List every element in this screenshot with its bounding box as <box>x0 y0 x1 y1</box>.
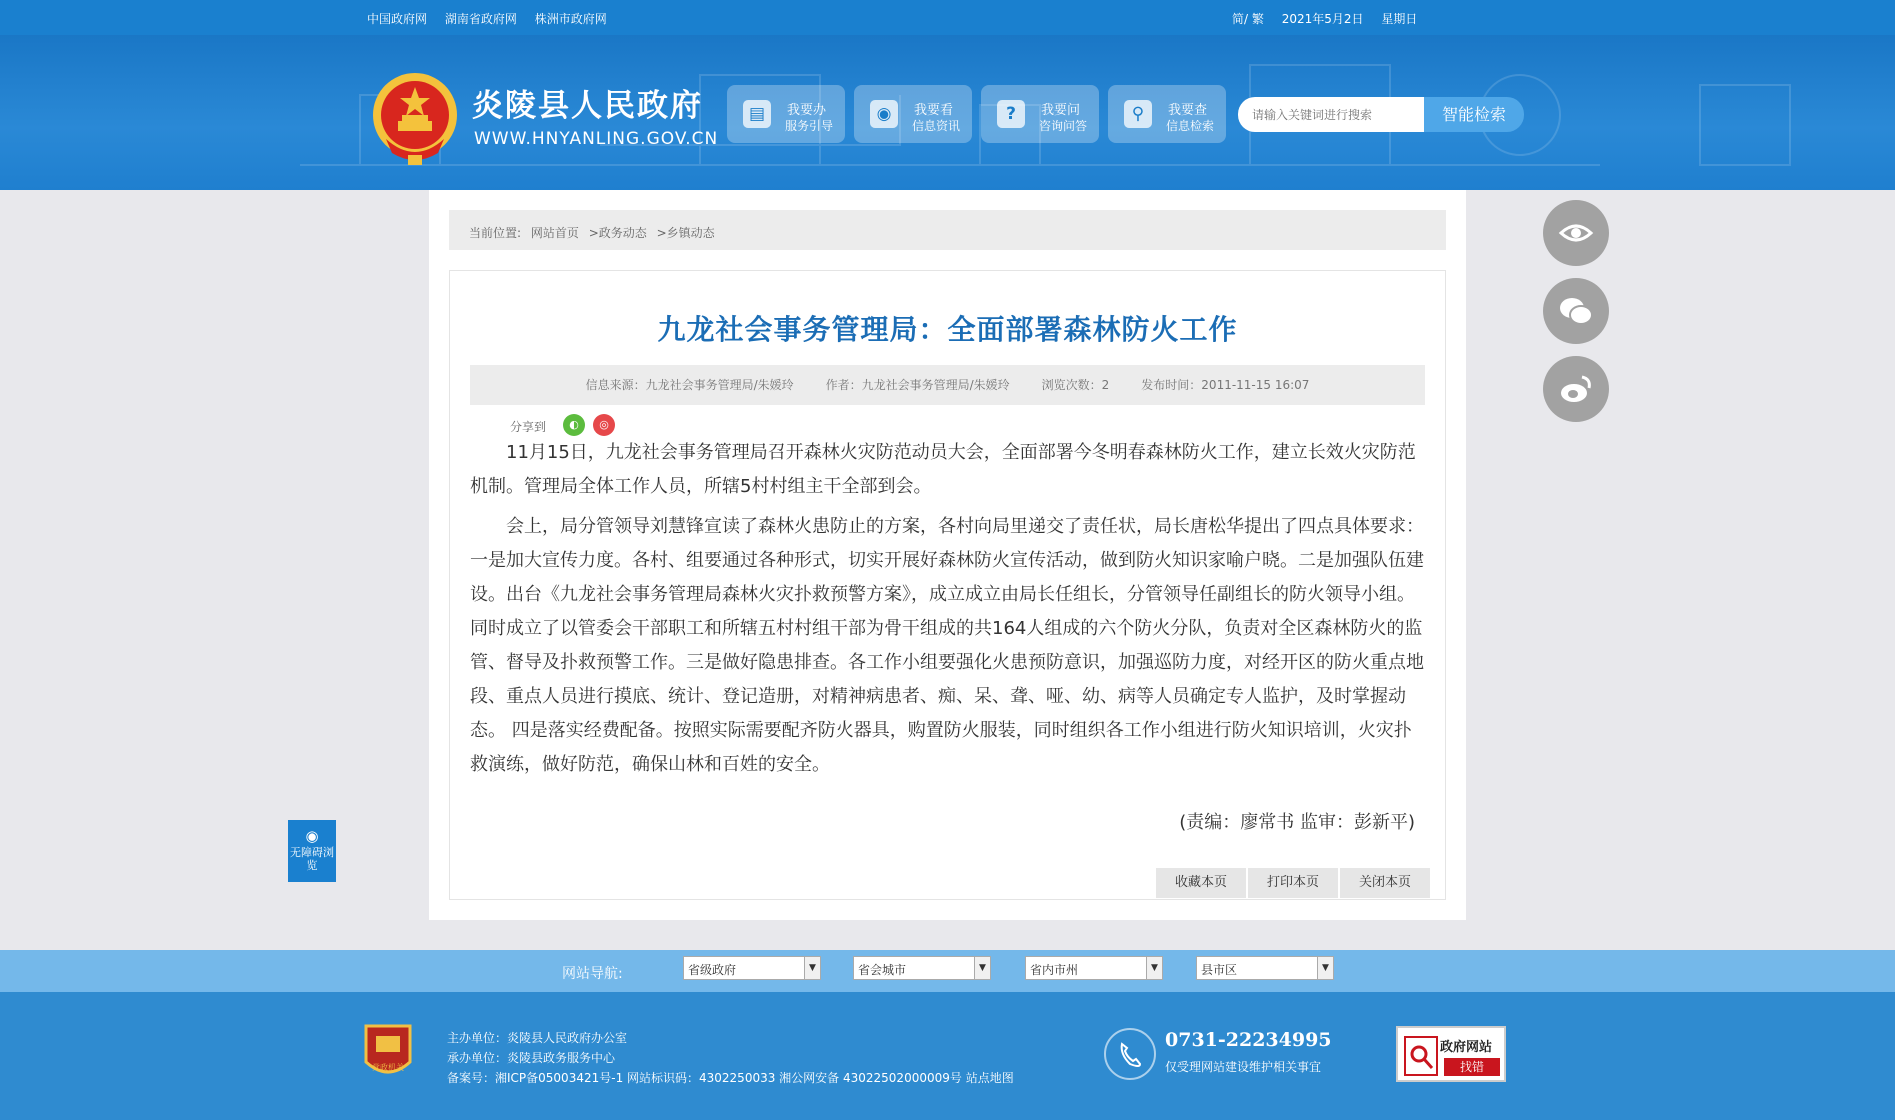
top-link-zhuzhou[interactable]: 株洲市政府网 <box>534 12 607 26</box>
top-links <box>367 10 621 27</box>
search-icon: ⚲ <box>1124 100 1152 128</box>
select-county[interactable] <box>1196 956 1334 980</box>
select-provincial-gov-value: 省级政府 <box>688 963 737 977</box>
breadcrumb-label: 当前位置: <box>469 226 522 240</box>
badge-text: 党政机关 <box>372 1063 404 1072</box>
quick-button-info[interactable] <box>854 85 972 143</box>
select-capital-city-value: 省会城市 <box>858 963 907 977</box>
accessibility-label: 无障碍浏览 <box>290 846 334 872</box>
national-emblem-icon <box>368 69 463 169</box>
error-box-line2: 找错 <box>1444 1058 1500 1076</box>
select-capital-city[interactable] <box>853 956 991 980</box>
meta-source: 信息来源：九龙社会事务管理局/朱媛玲 <box>585 378 794 392</box>
weibo-share-icon[interactable]: ◎ <box>593 414 615 436</box>
quick-button-search[interactable] <box>1108 85 1226 143</box>
site-url: WWW.HNYANLING.GOV.CN <box>474 129 719 149</box>
float-view-button[interactable] <box>1543 200 1609 266</box>
select-county-value: 县市区 <box>1201 963 1238 977</box>
meta-published: 发布时间：2011-11-15 16:07 <box>1141 378 1310 392</box>
float-weibo-button[interactable] <box>1543 356 1609 422</box>
lang-switch[interactable]: 简/ 繁 <box>1232 12 1264 26</box>
weibo-icon <box>1558 371 1594 407</box>
document-icon: ▤ <box>743 100 771 128</box>
chevron-down-icon: ▼ <box>804 957 820 979</box>
meta-views: 浏览次数：2 <box>1041 378 1110 392</box>
question-icon: ? <box>997 100 1025 128</box>
quick-button-search-line2: 信息检索 <box>1166 119 1215 133</box>
quick-button-ask[interactable] <box>981 85 1099 143</box>
current-date: 2021年5月2日 <box>1281 12 1364 26</box>
chevron-down-icon: ▼ <box>1317 957 1333 979</box>
quick-button-ask-line2: 咨询问答 <box>1039 119 1088 133</box>
error-box-line1: 政府网站 <box>1440 1040 1493 1055</box>
article-paragraph-1: 11月15日，九龙社会事务管理局召开森林火灾防范动员大会，全面部署今冬明春森林防火工作，建立长效火灾防范机制。管理局全体工作人员，所辖5村村组主干全部到会。 <box>470 442 1416 497</box>
quick-button-service[interactable] <box>727 85 845 143</box>
eye-icon: ◉ <box>870 100 898 128</box>
share-label: 分享到 <box>510 420 547 434</box>
chevron-down-icon: ▼ <box>974 957 990 979</box>
accessibility-button[interactable] <box>288 820 336 882</box>
breadcrumb-home[interactable]: 网站首页 <box>530 226 579 240</box>
article-title: 九龙社会事务管理局：全面部署森林防火工作 <box>657 313 1238 346</box>
search-button[interactable]: 智能检索 <box>1424 97 1524 132</box>
search-input[interactable] <box>1238 97 1424 132</box>
footer-host: 主办单位：炎陵县人民政府办公室 <box>447 1031 628 1045</box>
phone-icon <box>1104 1028 1156 1080</box>
site-footer <box>0 992 1895 1120</box>
party-gov-badge-icon[interactable] <box>362 1022 414 1082</box>
article-body <box>470 436 1425 788</box>
eye-icon: ◉ <box>305 827 319 845</box>
quick-button-service-line2: 服务引导 <box>785 119 834 133</box>
breadcrumb-town-news[interactable]: >乡镇动态 <box>656 226 715 240</box>
close-page-button[interactable]: 关闭本页 <box>1340 868 1430 898</box>
eye-icon <box>1558 215 1594 251</box>
magnifier-icon <box>1404 1036 1438 1076</box>
footer-phone-note: 仅受理网站建设维护相关事宜 <box>1165 1060 1322 1074</box>
quick-button-service-line1: 我要办 <box>787 103 827 118</box>
top-link-gov[interactable]: 中国政府网 <box>367 12 428 26</box>
site-title: 炎陵县人民政府 <box>472 88 703 124</box>
breadcrumb <box>449 210 1446 250</box>
site-nav-label: 网站导航: <box>562 966 623 982</box>
footer-record: 备案号：湘ICP备05003421号-1 网站标识码：4302250033 湘公网安备 43022502000009号 站点地图 <box>447 1071 1014 1085</box>
top-right <box>1232 10 1431 27</box>
bookmark-button[interactable]: 收藏本页 <box>1156 868 1246 898</box>
quick-button-info-line2: 信息资讯 <box>912 119 961 133</box>
breadcrumb-news[interactable]: >政务动态 <box>588 226 647 240</box>
select-province-city-value: 省内市州 <box>1030 963 1079 977</box>
site-header <box>0 35 1895 190</box>
article-paragraph-2: 会上，局分管领导刘慧锋宣读了森林火患防止的方案，各村向局里递交了责任状，局长唐松华提出了四点具体要求：一是加大宣传力度。各村、组要通过各种形式，切实开展好森林防火宣传活动，做到防火知识家喻户晓。二是加强队伍建设。出台《九龙社会事务管理局森林火灾扑救预警方案》，成立成立由局长任组长，分管领导任副组长的防火领导小组。同时成立了以管委会干部职工和所辖五村村组干部为骨干组成的共164人组成的六个防火分队，负责对全区森林防火的监管、督导及扑救预警工作。三是做好隐患排查。各工作小组要强化火患预防意识，加强巡防力度，对经开区的防火重点地段、重点人员进行摸底、统计、登记造册，对精神病患者、痴、呆、聋、哑、幼、病等人员确定专人监护，及时掌握动态。 四是落实经费配备。按照实际需要配齐防火器具，购置防火服装，同时组织各工作小组进行防火知识培训，火灾扑救演练，做好防范，确保山林和百姓的安全。 <box>470 516 1424 775</box>
article-meta <box>470 365 1425 405</box>
meta-author: 作者：九龙社会事务管理局/朱媛玲 <box>825 378 1010 392</box>
float-wechat-button[interactable] <box>1543 278 1609 344</box>
article-tools <box>1154 868 1430 898</box>
phone-handset-icon <box>1106 1030 1154 1078</box>
select-provincial-gov[interactable] <box>683 956 821 980</box>
quick-button-search-line1: 我要查 <box>1168 103 1208 118</box>
quick-button-ask-line1: 我要问 <box>1041 103 1081 118</box>
chevron-down-icon: ▼ <box>1146 957 1162 979</box>
print-button[interactable]: 打印本页 <box>1248 868 1338 898</box>
footer-organizer: 承办单位：炎陵县政务服务中心 <box>447 1051 616 1065</box>
select-province-city[interactable] <box>1025 956 1163 980</box>
footer-phone: 0731-22234995 <box>1165 1029 1332 1051</box>
report-error-button[interactable] <box>1396 1026 1506 1082</box>
current-weekday: 星期日 <box>1381 12 1418 26</box>
top-link-hunan[interactable]: 湖南省政府网 <box>444 12 517 26</box>
wechat-icon <box>1558 293 1594 329</box>
quick-button-info-line1: 我要看 <box>914 103 954 118</box>
wechat-share-icon[interactable]: ◐ <box>563 414 585 436</box>
top-bar <box>0 0 1895 35</box>
article-editor: (责编：廖常书 监审：彭新平) <box>1179 812 1415 833</box>
footer-info <box>447 1028 1014 1088</box>
site-nav-bar <box>0 950 1895 992</box>
